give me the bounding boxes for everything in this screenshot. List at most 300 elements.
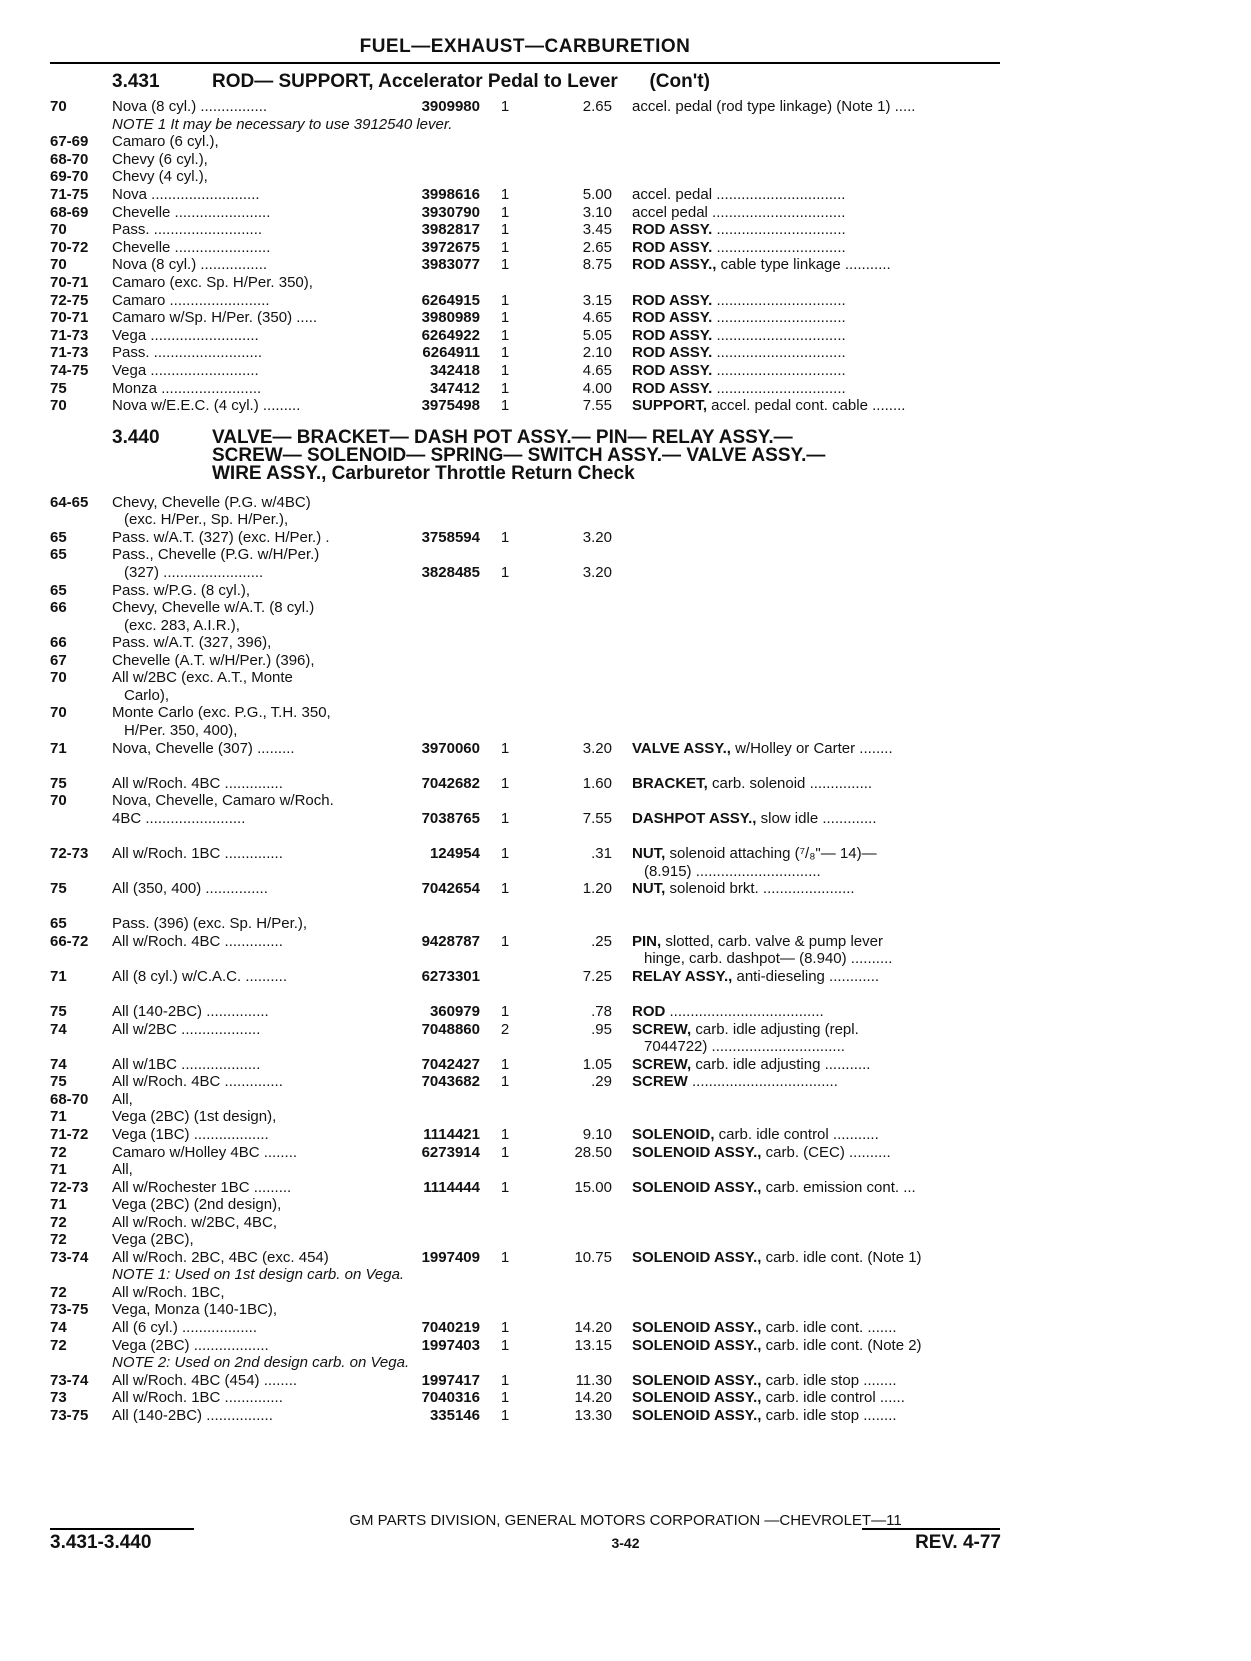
- description-text: slow idle .............: [756, 810, 877, 827]
- table-row: [0, 775, 1251, 793]
- part-number-cell: 1997403: [421, 1337, 480, 1354]
- quantity-cell: 1: [500, 309, 510, 327]
- description-text: 7044722) ................................: [644, 1038, 845, 1055]
- description-item-name: ROD ASSY.: [632, 309, 713, 327]
- table-row: [0, 1231, 1251, 1249]
- application-cell: Camaro w/Holley 4BC ........: [112, 1144, 298, 1161]
- description-text: ...............................: [712, 238, 846, 256]
- table-row: [0, 968, 1251, 986]
- price-cell: .25: [591, 933, 612, 950]
- table-row: [0, 810, 1251, 828]
- part-number-cell: 7048860: [421, 1021, 480, 1038]
- description-cell: [632, 1389, 1000, 1407]
- application-cell: Chevelle .......................: [112, 238, 271, 256]
- application-cell: Vega (2BC) (2nd design),: [112, 1196, 282, 1213]
- year-cell: 75: [50, 379, 67, 397]
- table-row: [0, 1056, 1251, 1074]
- application-cell: Carlo),: [124, 687, 170, 704]
- description-item-name: DASHPOT ASSY.,: [632, 810, 757, 827]
- table-row: [0, 1161, 1251, 1179]
- description-cell: [632, 1319, 1000, 1337]
- part-number-cell: 6273301: [421, 968, 480, 985]
- year-cell: 70-71: [50, 309, 89, 327]
- part-number-cell: 7042654: [421, 880, 480, 897]
- table-row: [0, 546, 1251, 564]
- quantity-cell: 1: [500, 98, 510, 115]
- description-cell: [632, 98, 1000, 116]
- application-cell: All (350, 400) ...............: [112, 880, 268, 897]
- application-cell: Vega (2BC),: [112, 1231, 194, 1248]
- year-cell: 70: [50, 256, 67, 274]
- part-number-cell: 7042427: [421, 1056, 480, 1073]
- description-cell: [632, 397, 1000, 415]
- price-cell: .29: [591, 1073, 612, 1090]
- description-item-name: SOLENOID ASSY.,: [632, 1249, 762, 1266]
- table-row: [0, 327, 1251, 345]
- year-cell: 67: [50, 652, 67, 669]
- table-row: [0, 617, 1251, 635]
- application-cell: All w/Roch. 4BC ..............: [112, 1073, 283, 1090]
- part-number-cell: 7038765: [421, 810, 480, 827]
- table-row: [0, 845, 1251, 863]
- quantity-cell: 1: [500, 1003, 510, 1020]
- description-cell: [632, 863, 1012, 881]
- quantity-cell: 1: [500, 326, 510, 344]
- application-cell: All (140-2BC) ...............: [112, 1003, 269, 1020]
- quantity-cell: 2: [500, 1021, 510, 1038]
- year-cell: 70: [50, 397, 67, 415]
- description-text: ...............................: [712, 379, 846, 397]
- part-number-cell: 3980989: [421, 309, 480, 327]
- application-cell: Chevy, Chevelle w/A.T. (8 cyl.): [112, 599, 315, 616]
- quantity-cell: 1: [500, 221, 510, 239]
- quantity-cell: 1: [500, 564, 510, 581]
- price-cell: .95: [591, 1021, 612, 1038]
- year-cell: 73-75: [50, 1407, 89, 1424]
- application-cell: All,: [112, 1161, 133, 1178]
- table-row: [0, 380, 1251, 398]
- price-cell: 4.65: [582, 309, 612, 327]
- description-text: carb. idle stop ........: [761, 1407, 897, 1424]
- description-item-name: SCREW,: [632, 1021, 692, 1038]
- price-cell: 1.60: [582, 775, 612, 792]
- description-text: carb. idle control ......: [761, 1389, 905, 1406]
- year-cell: 71: [50, 968, 67, 985]
- description-cell: [632, 256, 1000, 274]
- part-number-cell: 9428787: [421, 933, 480, 950]
- table-row: [0, 792, 1251, 810]
- description-text: carb. emission cont. ...: [761, 1179, 916, 1196]
- table-row: [0, 309, 1251, 327]
- description-item-name: ROD ASSY.: [632, 291, 713, 309]
- year-cell: 73-74: [50, 1249, 89, 1266]
- table-row: [0, 116, 1251, 134]
- table-row: [0, 687, 1251, 705]
- year-cell: 75: [50, 880, 67, 897]
- year-cell: 66: [50, 634, 67, 651]
- description-text: accel. pedal ...............................: [632, 186, 846, 203]
- part-number-cell: 7040219: [421, 1319, 480, 1336]
- quantity-cell: 1: [500, 362, 510, 379]
- description-text: w/Holley or Carter ........: [730, 740, 893, 757]
- application-cell: Vega (2BC) ..................: [112, 1337, 269, 1354]
- year-cell: 71-73: [50, 326, 89, 344]
- quantity-cell: 1: [500, 775, 510, 792]
- application-cell: Camaro (exc. Sp. H/Per. 350),: [112, 274, 313, 291]
- year-cell: 75: [50, 775, 67, 792]
- quantity-cell: 1: [500, 1337, 510, 1354]
- year-cell: 70-72: [50, 238, 89, 256]
- part-number-cell: 335146: [429, 1407, 480, 1424]
- section-title-line: WIRE ASSY., Carburetor Throttle Return Check: [212, 463, 635, 484]
- price-cell: 7.55: [582, 397, 612, 415]
- part-number-cell: 3972675: [421, 238, 480, 256]
- application-cell: All w/1BC ...................: [112, 1056, 261, 1073]
- year-cell: 67-69: [50, 133, 89, 151]
- table-row: [0, 1021, 1251, 1039]
- description-cell: [632, 740, 1000, 758]
- application-cell: Pass. w/A.T. (327) (exc. H/Per.) .: [112, 529, 330, 546]
- application-cell: All w/Roch. 4BC (454) ........: [112, 1372, 298, 1389]
- section-title-line: VALVE— BRACKET— DASH POT ASSY.— PIN— RELAY ASSY.—: [212, 427, 793, 448]
- description-item-name: ROD ASSY.: [632, 362, 713, 379]
- table-row: [0, 133, 1251, 151]
- price-cell: 14.20: [574, 1389, 612, 1406]
- price-cell: 3.20: [582, 740, 612, 757]
- application-cell: Monte Carlo (exc. P.G., T.H. 350,: [112, 704, 331, 721]
- year-cell: 74-75: [50, 362, 89, 379]
- part-number-cell: 124954: [429, 845, 480, 862]
- description-cell: [632, 845, 1000, 863]
- part-number-cell: 3930790: [421, 203, 480, 221]
- section-title-line: SCREW— SOLENOID— SPRING— SWITCH ASSY.— VALVE ASSY.—: [212, 445, 826, 466]
- description-text: solenoid brkt. ......................: [665, 880, 855, 897]
- application-cell: All w/Roch. 2BC, 4BC (exc. 454): [112, 1249, 329, 1266]
- application-cell: (exc. 283, A.I.R.),: [124, 617, 240, 634]
- description-item-name: SCREW: [632, 1073, 688, 1090]
- description-text: (8.915) ..............................: [644, 863, 821, 880]
- part-number-cell: 1997409: [421, 1249, 480, 1266]
- application-cell: Nova, Chevelle, Camaro w/Roch.: [112, 792, 334, 809]
- description-text: .....................................: [665, 1003, 824, 1020]
- description-cell: [632, 1337, 1000, 1355]
- description-item-name: SUPPORT,: [632, 397, 708, 415]
- application-cell: NOTE 1: Used on 1st design carb. on Vega.: [112, 1266, 405, 1283]
- application-cell: (327) ........................: [124, 564, 264, 581]
- application-cell: All w/2BC (exc. A.T., Monte: [112, 669, 293, 686]
- quantity-cell: 1: [500, 1126, 510, 1143]
- year-cell: 74: [50, 1021, 67, 1038]
- table-row: [0, 1337, 1251, 1355]
- application-cell: Vega (1BC) ..................: [112, 1126, 269, 1143]
- application-cell: All (8 cyl.) w/C.A.C. ..........: [112, 968, 288, 985]
- part-number-cell: 6264911: [422, 344, 480, 362]
- description-item-name: SOLENOID ASSY.,: [632, 1319, 762, 1336]
- part-number-cell: 3970060: [421, 740, 480, 757]
- quantity-cell: 1: [500, 529, 510, 546]
- year-cell: 65: [50, 546, 67, 563]
- year-cell: 65: [50, 915, 67, 932]
- description-cell: [632, 950, 1012, 968]
- year-cell: 73-75: [50, 1301, 89, 1318]
- description-text: accel pedal ................................: [632, 203, 846, 221]
- price-cell: 9.10: [582, 1126, 612, 1143]
- year-cell: 70: [50, 704, 67, 721]
- price-cell: 3.15: [582, 291, 612, 309]
- description-item-name: ROD ASSY.,: [632, 256, 717, 274]
- description-text: carb. idle adjusting (repl.: [691, 1021, 859, 1038]
- table-row: [0, 1372, 1251, 1390]
- application-cell: Nova (8 cyl.) ................: [112, 256, 268, 274]
- application-cell: NOTE 2: Used on 2nd design carb. on Vega.: [112, 1354, 410, 1371]
- quantity-cell: 1: [500, 203, 510, 221]
- description-cell: [632, 1003, 1000, 1021]
- table-row: [0, 880, 1251, 898]
- price-cell: 7.25: [582, 968, 612, 985]
- description-cell: [632, 204, 1000, 222]
- table-row: [0, 204, 1251, 222]
- year-cell: 70: [50, 669, 67, 686]
- price-cell: 14.20: [574, 1319, 612, 1336]
- section-3431-heading: [0, 72, 1251, 92]
- description-text: accel. pedal (rod type linkage) (Note 1) .....: [632, 98, 916, 115]
- description-cell: [632, 1179, 1000, 1197]
- table-row: [0, 740, 1251, 758]
- description-text: carb. idle adjusting ...........: [691, 1056, 871, 1073]
- description-item-name: ROD ASSY.: [632, 326, 713, 344]
- part-number-cell: 3983077: [421, 256, 480, 274]
- description-item-name: SOLENOID ASSY.,: [632, 1389, 762, 1406]
- application-cell: Pass. ..........................: [112, 221, 263, 239]
- description-text: carb. (CEC) ..........: [761, 1144, 891, 1161]
- application-cell: Nova, Chevelle (307) .........: [112, 740, 295, 757]
- price-cell: 11.30: [575, 1372, 612, 1389]
- description-text: ...............................: [712, 362, 846, 379]
- description-item-name: ROD ASSY.: [632, 379, 713, 397]
- quantity-cell: 1: [500, 880, 510, 897]
- year-cell: 68-70: [50, 1091, 89, 1108]
- table-row: [0, 704, 1251, 722]
- application-cell: Camaro w/Sp. H/Per. (350) .....: [112, 309, 318, 327]
- table-row: [0, 397, 1251, 415]
- description-text: ...............................: [712, 309, 846, 327]
- footer-section-range: 3.431-3.440: [50, 1532, 152, 1553]
- year-cell: 72: [50, 1337, 67, 1354]
- year-cell: 71: [50, 1108, 67, 1125]
- year-cell: 71: [50, 1196, 67, 1213]
- description-item-name: SCREW,: [632, 1056, 692, 1073]
- application-cell: H/Per. 350, 400),: [124, 722, 238, 739]
- description-text: ...............................: [712, 344, 846, 362]
- quantity-cell: 1: [500, 256, 510, 274]
- application-cell: Camaro (6 cyl.),: [112, 133, 219, 151]
- year-cell: 74: [50, 1319, 67, 1336]
- quantity-cell: 1: [500, 810, 510, 827]
- description-item-name: SOLENOID ASSY.,: [632, 1179, 762, 1196]
- year-cell: 71-72: [50, 1126, 89, 1143]
- application-cell: Vega (2BC) (1st design),: [112, 1108, 277, 1125]
- application-cell: All w/2BC ...................: [112, 1021, 261, 1038]
- description-cell: [632, 775, 1000, 793]
- quantity-cell: 1: [500, 1249, 510, 1266]
- application-cell: All w/Roch. 4BC ..............: [112, 933, 283, 950]
- table-row: [0, 362, 1251, 380]
- quantity-cell: 1: [500, 1407, 510, 1424]
- application-cell: Pass. w/A.T. (327, 396),: [112, 634, 272, 651]
- table-row: [0, 292, 1251, 310]
- quantity-cell: 1: [500, 1179, 510, 1196]
- description-item-name: NUT,: [632, 845, 666, 862]
- application-cell: Chevelle (A.T. w/H/Per.) (396),: [112, 652, 315, 669]
- part-number-cell: 7043682: [421, 1073, 480, 1090]
- quantity-cell: 1: [500, 344, 510, 362]
- price-cell: 7.55: [582, 810, 612, 827]
- description-cell: [632, 309, 1000, 327]
- table-row: [0, 1266, 1251, 1284]
- description-text: carb. solenoid ...............: [707, 775, 873, 792]
- application-cell: Chevy (6 cyl.),: [112, 150, 208, 168]
- application-cell: Vega, Monza (140-1BC),: [112, 1301, 278, 1318]
- price-cell: 3.45: [582, 221, 612, 239]
- part-number-cell: 3909980: [421, 98, 480, 115]
- part-number-cell: 3998616: [421, 186, 480, 203]
- quantity-cell: 1: [500, 1144, 510, 1161]
- description-cell: [632, 292, 1000, 310]
- quantity-cell: 1: [500, 397, 510, 415]
- year-cell: 71-73: [50, 344, 89, 362]
- table-row: [0, 239, 1251, 257]
- price-cell: 10.75: [574, 1249, 612, 1266]
- section-title: ROD— SUPPORT, Accelerator Pedal to Lever (Con't): [212, 71, 710, 92]
- part-number-cell: 1114421: [423, 1126, 480, 1143]
- part-number-cell: 6264915: [421, 291, 480, 309]
- application-cell: Nova w/E.E.C. (4 cyl.) .........: [112, 397, 301, 415]
- year-cell: 74: [50, 1056, 67, 1073]
- table-row: [0, 634, 1251, 652]
- description-text: cable type linkage ...........: [716, 256, 891, 274]
- part-number-cell: 7042682: [421, 775, 480, 792]
- description-cell: [632, 1407, 1000, 1425]
- year-cell: 75: [50, 1003, 67, 1020]
- description-text: anti-dieseling ............: [732, 968, 880, 985]
- table-row: [0, 151, 1251, 169]
- part-number-cell: 7040316: [421, 1389, 480, 1406]
- description-item-name: ROD: [632, 1003, 666, 1020]
- description-item-name: ROD ASSY.: [632, 238, 713, 256]
- table-row: [0, 669, 1251, 687]
- description-text: carb. idle cont. (Note 1): [761, 1249, 922, 1266]
- description-text: carb. idle cont. (Note 2): [761, 1337, 922, 1354]
- description-text: accel. pedal cont. cable ........: [707, 397, 906, 415]
- price-cell: 2.65: [582, 238, 612, 256]
- quantity-cell: 1: [500, 1372, 510, 1389]
- description-cell: [632, 810, 1000, 828]
- description-item-name: SOLENOID ASSY.,: [632, 1407, 762, 1424]
- application-cell: Vega ..........................: [112, 362, 259, 379]
- table-row: [0, 529, 1251, 547]
- application-cell: Nova (8 cyl.) ................: [112, 98, 268, 115]
- quantity-cell: 1: [500, 740, 510, 757]
- description-cell: [632, 933, 1000, 951]
- table-row: [0, 1284, 1251, 1302]
- description-cell: [632, 221, 1000, 239]
- description-item-name: RELAY ASSY.,: [632, 968, 733, 985]
- table-row: [0, 1354, 1251, 1372]
- application-cell: Vega ..........................: [112, 326, 259, 344]
- part-number-cell: 1114444: [423, 1179, 480, 1196]
- application-cell: All w/Roch. 4BC ..............: [112, 775, 283, 792]
- price-cell: .31: [591, 845, 612, 862]
- application-cell: NOTE 1 It may be necessary to use 3912540 lever.: [112, 115, 453, 133]
- price-cell: 15.00: [574, 1179, 612, 1196]
- table-row: [0, 1003, 1251, 1021]
- year-cell: 70: [50, 221, 67, 239]
- footer-division: GM PARTS DIVISION, GENERAL MOTORS CORPORATION —CHEVROLET—11: [349, 1512, 902, 1529]
- part-number-cell: 6264922: [421, 326, 480, 344]
- table-row: [0, 1389, 1251, 1407]
- description-item-name: SOLENOID ASSY.,: [632, 1372, 762, 1389]
- table-row: [0, 1091, 1251, 1109]
- part-number-cell: 3975498: [421, 397, 480, 415]
- part-number-cell: 3982817: [421, 221, 480, 239]
- application-cell: Chevelle .......................: [112, 203, 271, 221]
- quantity-cell: 1: [500, 1073, 510, 1090]
- page-number: 3-42: [611, 1535, 640, 1551]
- application-cell: All w/Roch. 1BC ..............: [112, 845, 283, 862]
- year-cell: 72: [50, 1284, 67, 1301]
- application-cell: Pass., Chevelle (P.G. w/H/Per.): [112, 546, 320, 563]
- part-number-cell: 3828485: [421, 564, 480, 581]
- application-cell: Chevy, Chevelle (P.G. w/4BC): [112, 494, 311, 511]
- price-cell: 28.50: [574, 1144, 612, 1161]
- description-item-name: SOLENOID ASSY.,: [632, 1144, 762, 1161]
- year-cell: 73: [50, 1389, 67, 1406]
- table-row: [0, 1073, 1251, 1091]
- description-text: carb. idle stop ........: [761, 1372, 897, 1389]
- price-cell: 2.10: [582, 344, 612, 362]
- description-cell: [632, 327, 1000, 345]
- description-text: ...............................: [712, 326, 846, 344]
- application-cell: All w/Roch. 1BC,: [112, 1284, 225, 1301]
- description-item-name: SOLENOID,: [632, 1126, 715, 1143]
- price-cell: .78: [591, 1003, 612, 1020]
- section-3440-heading: [0, 428, 1251, 488]
- description-item-name: VALVE ASSY.,: [632, 740, 731, 757]
- description-cell: [632, 1073, 1000, 1091]
- application-cell: All w/Roch. 1BC ..............: [112, 1389, 283, 1406]
- quantity-cell: 1: [500, 1319, 510, 1336]
- application-cell: All w/Rochester 1BC .........: [112, 1179, 292, 1196]
- table-row: [0, 1214, 1251, 1232]
- year-cell: 68-69: [50, 203, 89, 221]
- table-row: [0, 221, 1251, 239]
- application-cell: All w/Roch. w/2BC, 4BC,: [112, 1214, 278, 1231]
- table-row: [0, 494, 1251, 512]
- year-cell: 64-65: [50, 494, 89, 511]
- application-cell: Pass. (396) (exc. Sp. H/Per.),: [112, 915, 308, 932]
- description-text: carb. idle cont. .......: [761, 1319, 897, 1336]
- price-cell: 13.15: [574, 1337, 612, 1354]
- table-row: [0, 274, 1251, 292]
- price-cell: 2.65: [582, 98, 612, 115]
- description-cell: [632, 344, 1000, 362]
- application-cell: All (140-2BC) ................: [112, 1407, 273, 1424]
- description-text: hinge, carb. dashpot— (8.940) ..........: [644, 950, 893, 967]
- year-cell: 69-70: [50, 168, 89, 186]
- year-cell: 72-73: [50, 845, 89, 862]
- part-number-cell: 6273914: [421, 1144, 480, 1161]
- description-cell: [632, 880, 1000, 898]
